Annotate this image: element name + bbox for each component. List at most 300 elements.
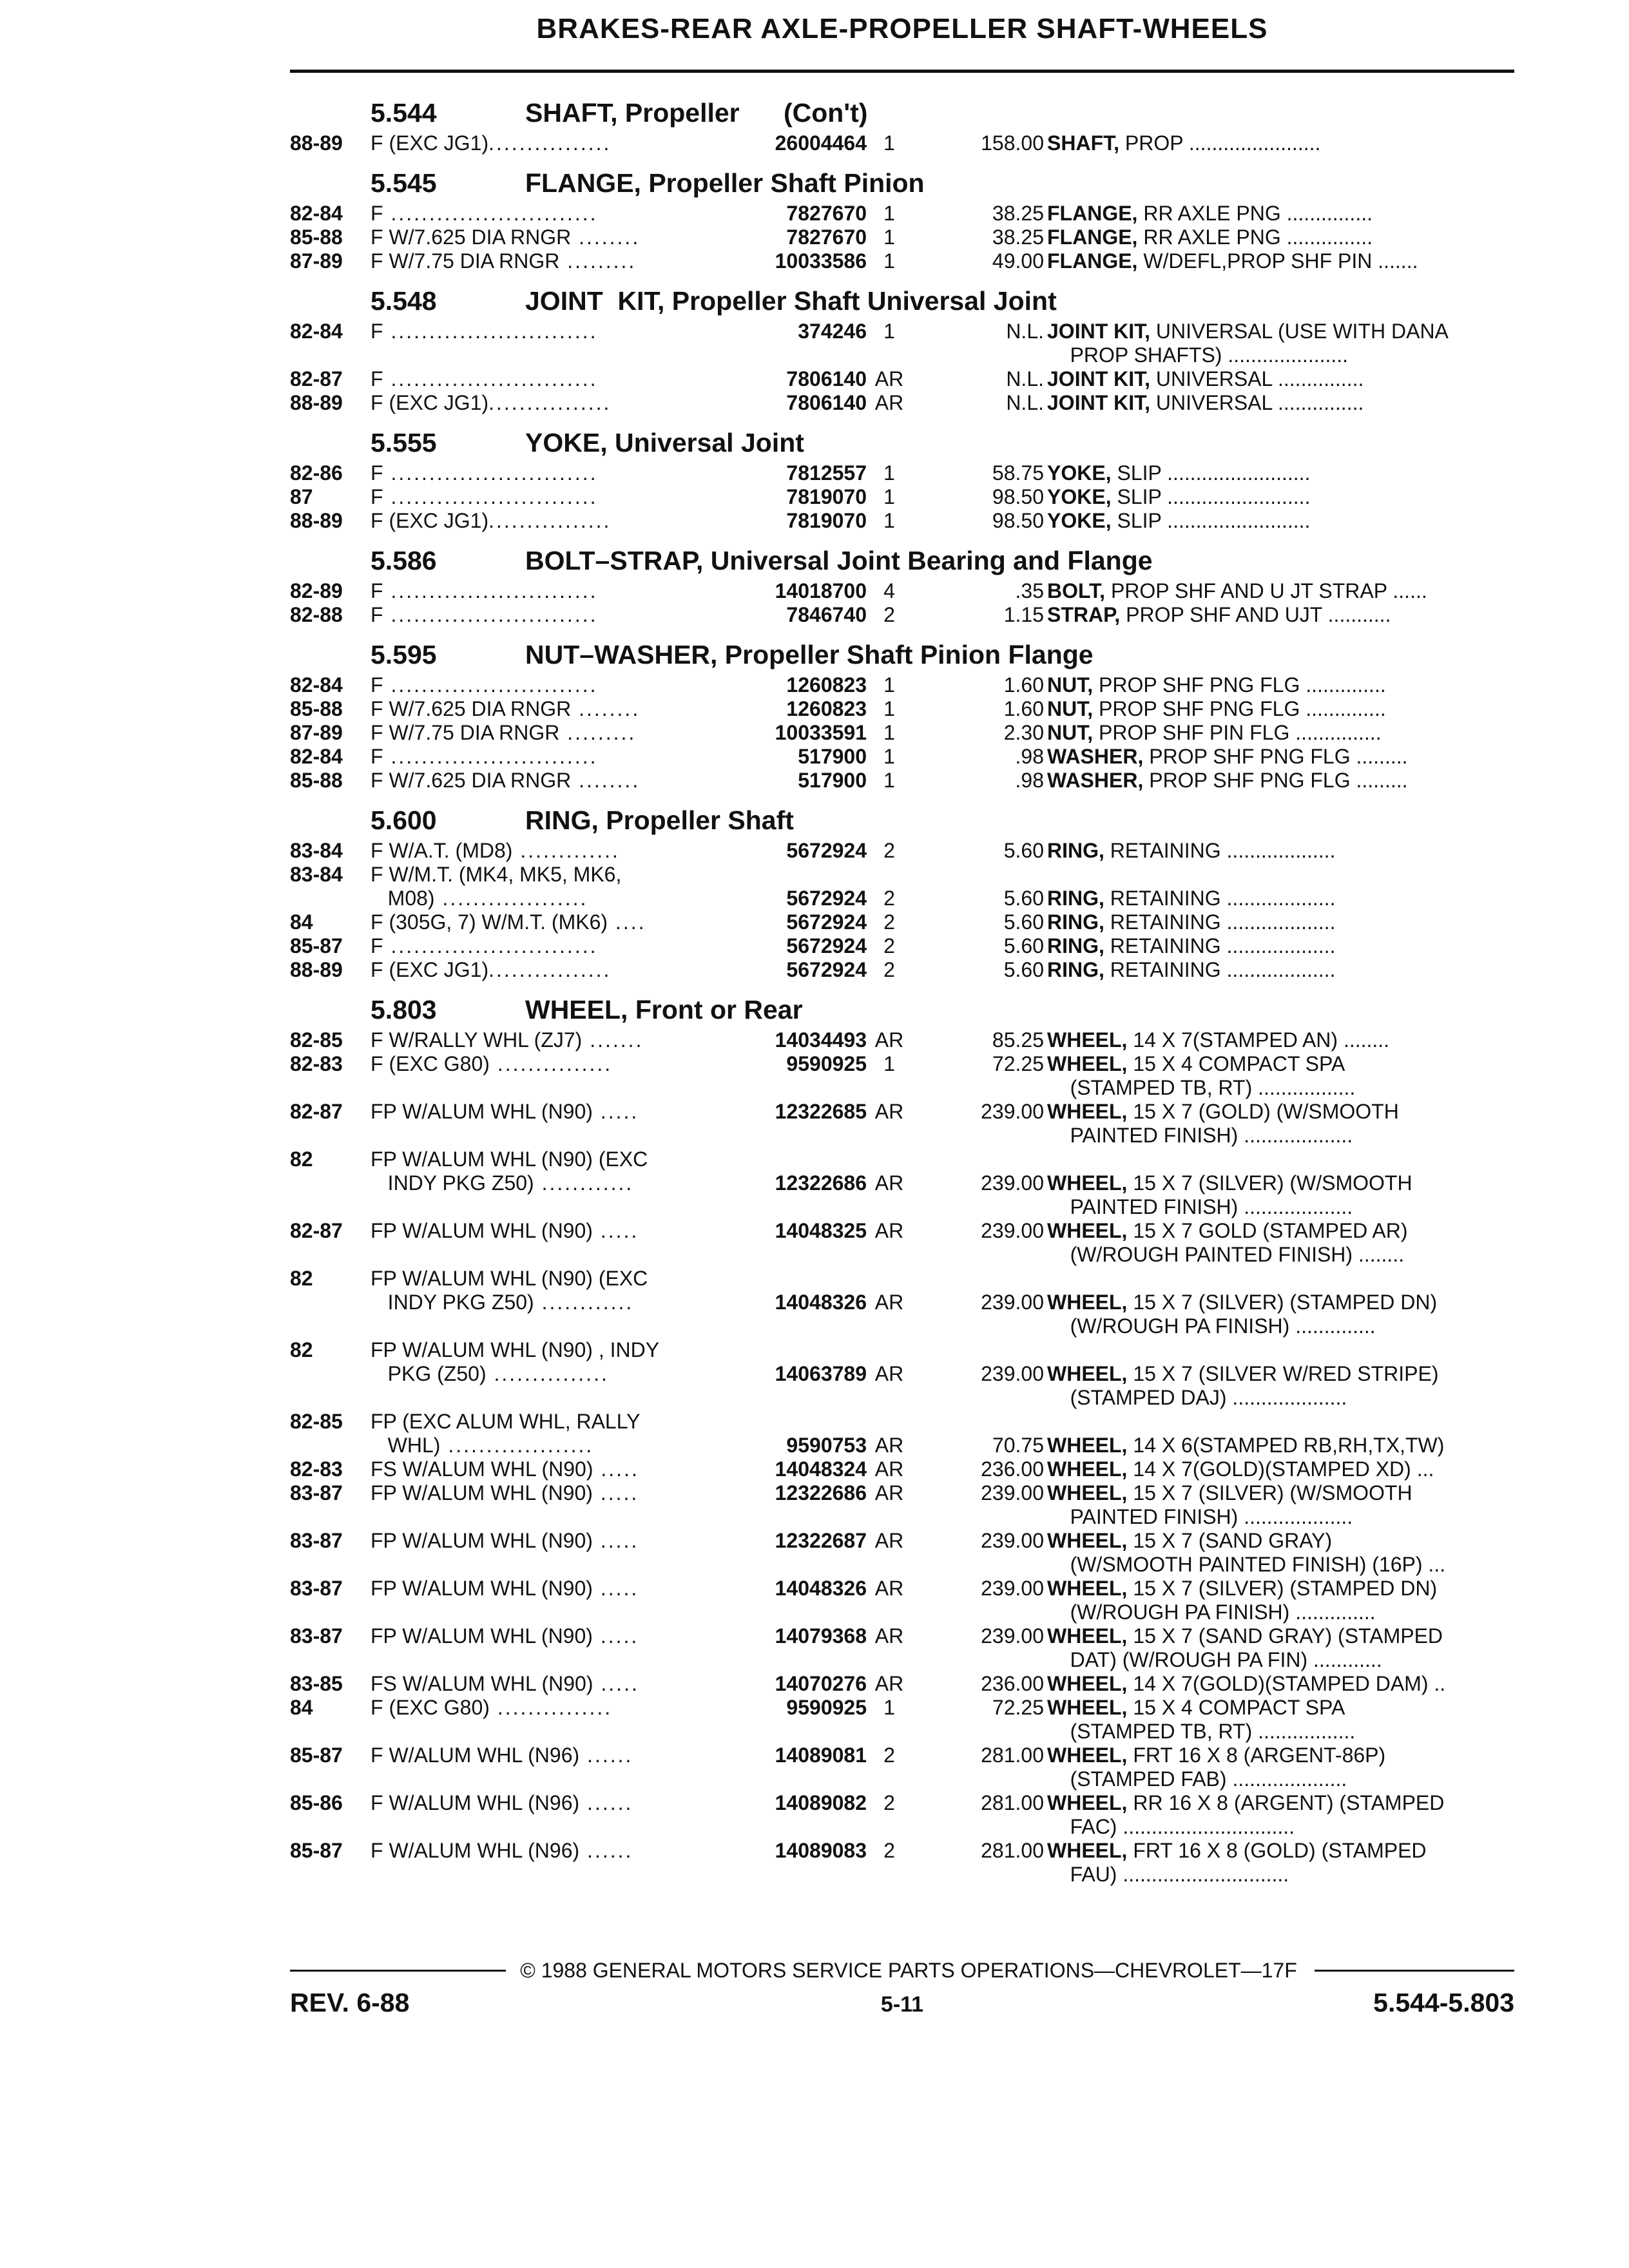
description	[1047, 745, 1408, 769]
copyright-notice: © 1988 GENERAL MOTORS SERVICE PARTS OPERATIONS—CHEVROLET—17F	[520, 1959, 1297, 1982]
model-years: 84	[290, 1696, 313, 1719]
description	[1047, 839, 1335, 863]
description	[1047, 603, 1391, 627]
price: 239.00	[981, 1529, 1044, 1552]
description-noun: JOINT KIT,	[1047, 367, 1151, 390]
description-noun: WHEEL,	[1047, 1624, 1128, 1648]
description-text: (STAMPED FAB) ....................	[1047, 1767, 1347, 1791]
price: 72.25	[992, 1052, 1044, 1075]
parts-row	[290, 696, 1514, 720]
description	[1047, 1791, 1444, 1815]
quantity: AR	[874, 1219, 904, 1242]
quantity: AR	[874, 391, 904, 414]
parts-row	[290, 767, 1514, 791]
section-range: 5.544-5.803	[1373, 1988, 1514, 2017]
parts-row	[290, 1313, 1514, 1337]
price: 72.25	[992, 1696, 1044, 1719]
application-text: FP (EXC ALUM WHL, RALLY	[371, 1410, 641, 1433]
parts-row	[290, 318, 1514, 342]
application-text: F W/A.T. (MD8)	[371, 839, 513, 862]
description-text: RETAINING ...................	[1104, 887, 1336, 910]
price: 281.00	[981, 1744, 1044, 1767]
parts-row	[290, 578, 1514, 602]
description	[1047, 1505, 1353, 1529]
application	[371, 1672, 639, 1696]
price: 158.00	[981, 131, 1044, 155]
description	[1047, 1648, 1382, 1672]
parts-row	[290, 885, 1514, 909]
section-header	[290, 541, 1514, 578]
description	[1047, 697, 1386, 721]
part-number: 7846740	[786, 603, 867, 626]
description-text: RR 16 X 8 (ARGENT) (STAMPED	[1127, 1791, 1445, 1814]
quantity: AR	[874, 1481, 904, 1504]
quantity: 2	[883, 887, 895, 910]
section-number: 5.545	[371, 168, 437, 198]
price: 281.00	[981, 1791, 1044, 1814]
application	[371, 1267, 648, 1291]
quantity: 1	[883, 131, 895, 155]
application	[371, 1052, 612, 1076]
part-number: 14070276	[775, 1672, 867, 1695]
description	[1047, 1839, 1427, 1863]
application	[371, 745, 597, 769]
description-noun: WHEEL,	[1047, 1171, 1128, 1195]
application-text: FP W/ALUM WHL (N90) (EXC	[371, 1267, 648, 1290]
description	[1047, 1767, 1347, 1791]
parts-row	[290, 248, 1514, 272]
description-noun: RING,	[1047, 887, 1104, 910]
leader-dots: .....	[593, 1457, 639, 1481]
model-years: 88-89	[290, 958, 343, 981]
parts-row	[290, 508, 1514, 532]
application-text: FP W/ALUM WHL (N90) (EXC	[371, 1148, 648, 1171]
description	[1047, 887, 1335, 910]
price: 239.00	[981, 1100, 1044, 1123]
price: 239.00	[981, 1577, 1044, 1600]
model-years: 83-87	[290, 1624, 343, 1648]
application-text: F W/7.625 DIA RNGR	[371, 226, 572, 249]
application-text: F W/7.75 DIA RNGR	[371, 249, 560, 273]
parts-row	[290, 224, 1514, 248]
quantity: AR	[874, 1100, 904, 1123]
application	[371, 1696, 612, 1720]
description-text: PAINTED FINISH) ...................	[1047, 1195, 1353, 1218]
description	[1047, 367, 1364, 391]
application	[371, 1481, 639, 1505]
description	[1047, 1195, 1353, 1219]
leader-dots: ...........................	[383, 579, 598, 602]
part-number: 7812557	[786, 461, 867, 485]
parts-row	[290, 1099, 1514, 1122]
description	[1047, 1481, 1412, 1505]
leader-dots: ...........................	[383, 485, 598, 508]
leader-dots: ...............	[489, 1696, 613, 1719]
quantity: AR	[874, 1291, 904, 1314]
description	[1047, 721, 1382, 745]
parts-row	[290, 1504, 1514, 1528]
description-text: UNIVERSAL ...............	[1150, 391, 1364, 414]
parts-row	[290, 1385, 1514, 1408]
description-text: (W/ROUGH PA FINISH) ..............	[1047, 1314, 1376, 1338]
price: 236.00	[981, 1457, 1044, 1481]
description	[1047, 1243, 1404, 1267]
description-text: PROP SHF PNG FLG .........	[1143, 769, 1408, 792]
parts-row	[290, 1265, 1514, 1289]
application	[371, 769, 640, 793]
parts-row	[290, 1790, 1514, 1814]
part-number: 7806140	[786, 391, 867, 414]
description-text: SLIP .........................	[1111, 509, 1311, 532]
section-header	[290, 990, 1514, 1027]
application	[371, 1410, 640, 1434]
application-text: F	[371, 461, 383, 485]
price: 5.60	[1003, 958, 1044, 981]
model-years: 82-83	[290, 1457, 343, 1481]
model-years: 82	[290, 1267, 313, 1290]
description	[1047, 1028, 1389, 1052]
parts-row	[290, 1861, 1514, 1885]
application-text: F	[371, 320, 383, 343]
model-years: 82	[290, 1148, 313, 1171]
part-number: 5672924	[786, 958, 867, 981]
application	[371, 202, 597, 226]
description-text: RETAINING ...................	[1104, 839, 1336, 862]
application-text: F	[371, 367, 383, 390]
part-number: 5672924	[786, 887, 867, 910]
parts-row	[290, 1599, 1514, 1623]
quantity: 1	[883, 320, 895, 343]
quantity: 2	[883, 603, 895, 626]
description-noun: WHEEL,	[1047, 1362, 1128, 1385]
quantity: 1	[883, 1696, 895, 1719]
description-text: 14 X 7(STAMPED AN) ........	[1127, 1028, 1390, 1052]
part-number: 14089081	[775, 1744, 867, 1767]
quantity: 2	[883, 1744, 895, 1767]
parts-row	[290, 1623, 1514, 1647]
model-years: 82-87	[290, 367, 343, 390]
application-text: F	[371, 603, 383, 626]
section-title: NUT–WASHER, Propeller Shaft Pinion Flange	[525, 640, 1094, 669]
description-text: UNIVERSAL (USE WITH DANA	[1150, 320, 1449, 343]
quantity: 2	[883, 958, 895, 981]
part-number: 9590925	[786, 1052, 867, 1075]
price: 58.75	[992, 461, 1044, 485]
application	[371, 1291, 633, 1314]
parts-row	[290, 909, 1514, 933]
leader-dots: .....	[592, 1624, 639, 1648]
description-text: (STAMPED TB, RT) .................	[1047, 1076, 1356, 1099]
application	[371, 579, 597, 603]
description-text: 15 X 7 (SILVER) (STAMPED DN)	[1127, 1291, 1438, 1314]
parts-row	[290, 720, 1514, 744]
parts-row	[290, 1742, 1514, 1766]
leader-dots: ......	[579, 1839, 633, 1862]
description-noun: YOKE,	[1047, 461, 1112, 485]
description-noun: WHEEL,	[1047, 1696, 1128, 1719]
part-number: 14089082	[775, 1791, 867, 1814]
leader-dots: .........	[559, 721, 637, 744]
description-text: FAC) ..............................	[1047, 1815, 1295, 1838]
description	[1047, 1863, 1289, 1887]
parts-row	[290, 130, 1514, 154]
section-title: FLANGE, Propeller Shaft Pinion	[525, 168, 925, 198]
description-text: PROP SHF PNG FLG ..............	[1093, 673, 1386, 697]
price: 239.00	[981, 1362, 1044, 1385]
section-number: 5.555	[371, 428, 437, 457]
description	[1047, 249, 1418, 273]
application-text: F	[371, 202, 383, 225]
description-noun: RING,	[1047, 934, 1104, 957]
quantity: 1	[883, 461, 895, 485]
part-number: 12322687	[775, 1529, 867, 1552]
description-noun: STRAP,	[1047, 603, 1121, 626]
description-text: SLIP .........................	[1111, 485, 1311, 508]
application-text: F W/ALUM WHL (N96)	[371, 1744, 580, 1767]
leader-dots: .....	[593, 1672, 639, 1695]
description-text: (W/ROUGH PAINTED FINISH) ........	[1047, 1243, 1405, 1266]
application	[371, 1434, 593, 1457]
description-noun: BOLT,	[1047, 579, 1106, 602]
description	[1047, 1577, 1437, 1600]
description-noun: WHEEL,	[1047, 1100, 1128, 1123]
application-text: F W/7.625 DIA RNGR	[371, 769, 572, 792]
application	[371, 1577, 639, 1600]
part-number: 14048326	[775, 1291, 867, 1314]
section-number: 5.544	[371, 98, 437, 128]
description-text: DAT) (W/ROUGH PA FIN) ............	[1047, 1648, 1382, 1671]
price: .98	[1015, 745, 1044, 768]
description-noun: RING,	[1047, 958, 1104, 981]
part-number: 14048324	[775, 1457, 867, 1481]
leader-dots: ...........................	[383, 320, 598, 343]
part-number: 5672924	[786, 934, 867, 957]
parts-row	[290, 1075, 1514, 1099]
model-years: 83-87	[290, 1577, 343, 1600]
model-years: 82-85	[290, 1028, 343, 1052]
quantity: 1	[883, 509, 895, 532]
description-text: PAINTED FINISH) ...................	[1047, 1124, 1353, 1147]
price: N.L.	[1006, 391, 1044, 414]
model-years: 82-86	[290, 461, 343, 485]
description-text: PROP SHF AND UJT ...........	[1120, 603, 1391, 626]
price: 239.00	[981, 1219, 1044, 1242]
part-number: 26004464	[775, 131, 867, 155]
description-noun: NUT,	[1047, 673, 1094, 697]
description-text: PAINTED FINISH) ...................	[1047, 1505, 1353, 1528]
application	[371, 934, 597, 958]
parts-row	[290, 1552, 1514, 1575]
price: 98.50	[992, 485, 1044, 508]
description	[1047, 1720, 1355, 1744]
description-noun: WHEEL,	[1047, 1219, 1128, 1242]
application	[371, 367, 597, 391]
part-number: 10033591	[775, 721, 867, 744]
description	[1047, 769, 1408, 793]
parts-row	[290, 957, 1514, 981]
section-title: YOKE, Universal Joint	[525, 428, 804, 457]
description	[1047, 1100, 1399, 1124]
application-text: INDY PKG Z50)	[371, 1171, 534, 1195]
model-years: 83-87	[290, 1529, 343, 1552]
model-years: 84	[290, 910, 313, 934]
leader-dots: ...........................	[383, 673, 598, 697]
section-number: 5.595	[371, 640, 437, 669]
description-text: 15 X 7 (SILVER W/RED STRIPE)	[1127, 1362, 1439, 1385]
model-years: 88-89	[290, 509, 343, 532]
price: N.L.	[1006, 320, 1044, 343]
parts-row	[290, 1051, 1514, 1075]
quantity: AR	[874, 1577, 904, 1600]
application-text: F (EXC JG1)	[371, 391, 489, 414]
price: .35	[1015, 579, 1044, 602]
description-noun: NUT,	[1047, 721, 1094, 744]
footer-rule-left	[290, 1970, 506, 1972]
quantity: 1	[883, 226, 895, 249]
quantity: 2	[883, 934, 895, 957]
application	[371, 721, 636, 745]
price: 1.60	[1003, 697, 1044, 720]
quantity: 1	[883, 485, 895, 508]
model-years: 83-84	[290, 839, 343, 862]
quantity: AR	[874, 1434, 904, 1457]
description-text: 14 X 6(STAMPED RB,RH,TX,TW)	[1127, 1434, 1445, 1457]
description	[1047, 1052, 1345, 1076]
leader-dots: ........	[571, 769, 641, 792]
description-text: UNIVERSAL ...............	[1150, 367, 1364, 390]
leader-dots: ......	[579, 1744, 633, 1767]
application-text: F W/M.T. (MK4, MK5, MK6,	[371, 863, 622, 886]
model-years: 85-88	[290, 697, 343, 720]
parts-row	[290, 1432, 1514, 1456]
parts-row	[290, 1289, 1514, 1313]
price: 38.25	[992, 202, 1044, 225]
parts-row	[290, 1647, 1514, 1671]
description-text: 15 X 7 (SILVER) (W/SMOOTH	[1127, 1481, 1412, 1504]
part-number: 374246	[798, 320, 867, 343]
price: 239.00	[981, 1171, 1044, 1195]
application	[371, 391, 611, 415]
part-number: 14063789	[775, 1362, 867, 1385]
application	[371, 1529, 639, 1553]
parts-row	[290, 1718, 1514, 1742]
model-years: 83-87	[290, 1481, 343, 1504]
application-text: F (EXC G80)	[371, 1052, 490, 1075]
part-number: 7827670	[786, 226, 867, 249]
description-noun: WHEEL,	[1047, 1839, 1128, 1862]
quantity: 1	[883, 697, 895, 720]
description	[1047, 1124, 1353, 1148]
section-number: 5.803	[371, 995, 437, 1024]
leader-dots: ...................	[440, 1434, 594, 1457]
leader-dots: ................	[488, 509, 612, 532]
description-noun: WASHER,	[1047, 769, 1144, 792]
parts-row	[290, 1218, 1514, 1242]
description	[1047, 1076, 1355, 1100]
model-years: 82-85	[290, 1410, 343, 1433]
leader-dots: ................	[488, 958, 612, 981]
application-text: F W/ALUM WHL (N96)	[371, 1839, 580, 1862]
quantity: 4	[883, 579, 895, 602]
description-text: (STAMPED DAJ) ....................	[1047, 1386, 1347, 1409]
parts-row	[290, 861, 1514, 885]
description-noun: WASHER,	[1047, 745, 1144, 768]
parts-row	[290, 1528, 1514, 1552]
model-years: 85-87	[290, 1744, 343, 1767]
part-number: 12322686	[775, 1171, 867, 1195]
application-text: FP W/ALUM WHL (N90)	[371, 1624, 593, 1648]
part-number: 10033586	[775, 249, 867, 273]
section-header	[290, 423, 1514, 460]
application	[371, 509, 611, 533]
application-text: WHL)	[371, 1434, 441, 1457]
application	[371, 249, 636, 273]
leader-dots: .....	[592, 1577, 639, 1600]
quantity: AR	[874, 1624, 904, 1648]
price: 98.50	[992, 509, 1044, 532]
application	[371, 131, 611, 155]
application	[371, 839, 620, 863]
application	[371, 887, 588, 910]
model-years: 82-88	[290, 603, 343, 626]
application	[371, 1744, 633, 1767]
part-number: 7806140	[786, 367, 867, 390]
parts-row	[290, 1456, 1514, 1480]
description-text: 15 X 7 (SILVER) (W/SMOOTH	[1127, 1171, 1412, 1195]
page-number: 5-11	[880, 1992, 924, 2017]
application	[371, 1362, 609, 1386]
description	[1047, 1386, 1347, 1410]
model-years: 82	[290, 1338, 313, 1361]
model-years: 87	[290, 485, 313, 508]
application-text: F W/RALLY WHL (ZJ7)	[371, 1028, 583, 1052]
parts-row	[290, 342, 1514, 366]
leader-dots: .....	[592, 1219, 639, 1242]
description-text: (W/ROUGH PA FINISH) ..............	[1047, 1600, 1376, 1624]
description-text: RETAINING ...................	[1104, 934, 1336, 957]
description	[1047, 1696, 1345, 1720]
application-text: F (EXC JG1)	[371, 509, 489, 532]
part-number: 14079368	[775, 1624, 867, 1648]
part-number: 14018700	[775, 579, 867, 602]
parts-list	[290, 84, 1514, 1885]
description-noun: FLANGE,	[1047, 226, 1138, 249]
application-text: FP W/ALUM WHL (N90) , INDY	[371, 1338, 660, 1361]
leader-dots: ......	[579, 1791, 633, 1814]
quantity: 1	[883, 673, 895, 697]
application-text: F	[371, 485, 383, 508]
quantity: 2	[883, 1839, 895, 1862]
quantity: AR	[874, 1457, 904, 1481]
quantity: AR	[874, 1362, 904, 1385]
price: 5.60	[1003, 934, 1044, 957]
price: 2.30	[1003, 721, 1044, 744]
application	[371, 697, 640, 721]
parts-row	[290, 1361, 1514, 1385]
description-text: 14 X 7(GOLD)(STAMPED XD) ...	[1127, 1457, 1434, 1481]
quantity: 1	[883, 769, 895, 792]
quantity: AR	[874, 1529, 904, 1552]
description	[1047, 1314, 1376, 1338]
price: 38.25	[992, 226, 1044, 249]
model-years: 85-88	[290, 769, 343, 792]
leader-dots: .....	[592, 1481, 639, 1504]
application-text: FP W/ALUM WHL (N90)	[371, 1481, 593, 1504]
leader-dots: ...................	[434, 887, 588, 910]
application-text: F	[371, 579, 383, 602]
parts-row	[290, 1766, 1514, 1790]
parts-row	[290, 1337, 1514, 1361]
